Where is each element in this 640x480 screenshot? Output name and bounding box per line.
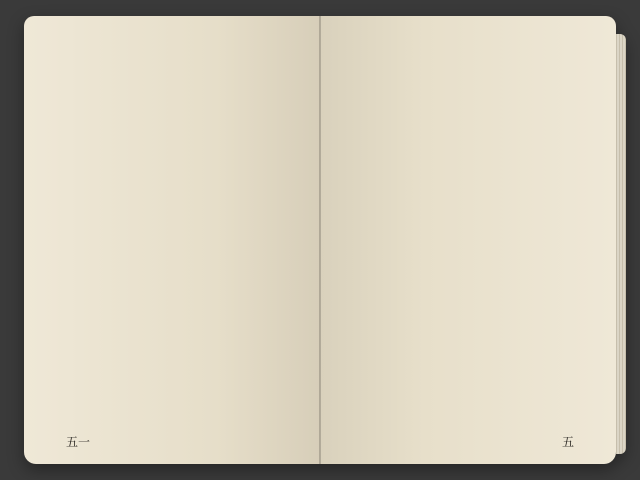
right-text-column-6 xyxy=(502,50,515,430)
left-page-number: 五一 xyxy=(66,435,91,449)
left-page-columns xyxy=(42,50,302,430)
right-text-column-12 xyxy=(404,50,417,430)
right-text-column-3 xyxy=(552,50,565,430)
right-text-column-7 xyxy=(486,50,499,430)
left-text-column-6 xyxy=(206,50,219,430)
right-text-column-1 xyxy=(585,50,598,430)
left-text-column-5 xyxy=(223,50,236,430)
right-page-number: 五 xyxy=(561,435,574,449)
left-text-column-14 xyxy=(75,50,88,430)
open-book xyxy=(24,16,616,464)
right-text-column-9 xyxy=(453,50,466,430)
right-text-column-10 xyxy=(437,50,450,430)
right-text-column-4 xyxy=(535,50,548,430)
left-text-column-7 xyxy=(190,50,203,430)
left-text-column-1 xyxy=(289,50,302,430)
left-text-column-9 xyxy=(157,50,170,430)
right-text-column-15 xyxy=(354,50,367,430)
left-text-column-15 xyxy=(58,50,71,430)
right-page-columns xyxy=(338,50,598,430)
right-text-column-11 xyxy=(420,50,433,430)
left-text-column-11 xyxy=(124,50,137,430)
book-gutter xyxy=(319,16,321,464)
right-page xyxy=(320,16,616,464)
left-text-column-13 xyxy=(91,50,104,430)
left-text-column-3 xyxy=(256,50,269,430)
left-text-column-2 xyxy=(272,50,285,430)
right-text-column-8 xyxy=(470,50,483,430)
right-text-column-2 xyxy=(568,50,581,430)
left-page xyxy=(24,16,320,464)
left-text-column-8 xyxy=(174,50,187,430)
left-text-column-4 xyxy=(239,50,252,430)
right-text-column-13 xyxy=(387,50,400,430)
right-text-column-5 xyxy=(519,50,532,430)
page-edge xyxy=(616,34,626,454)
right-text-column-14 xyxy=(371,50,384,430)
left-text-column-16 xyxy=(42,50,55,430)
left-text-column-10 xyxy=(141,50,154,430)
left-text-column-12 xyxy=(108,50,121,430)
right-text-column-16 xyxy=(338,50,351,430)
